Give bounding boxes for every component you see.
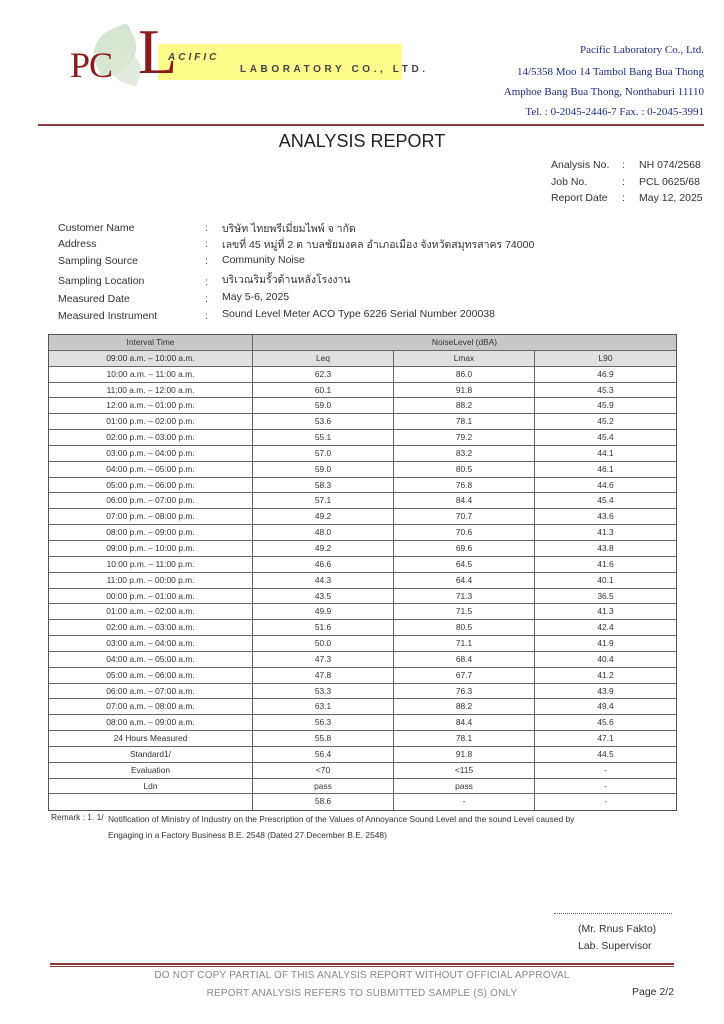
info-label: Measured Instrument [58, 310, 158, 322]
table-row [49, 509, 676, 525]
table-row [49, 715, 676, 731]
l90-cell: 46.9 [597, 368, 614, 379]
info-label: Measured Date [58, 293, 130, 305]
report-title: ANALYSIS REPORT [278, 131, 446, 151]
l90-cell: 49.4 [597, 701, 614, 712]
logo-pc: PC [70, 45, 113, 85]
interval-cell: 01:00 p.m. – 02:00 p.m. [49, 414, 253, 429]
subheader-l90: L90 [535, 351, 676, 366]
leq-cell: 48.0 [253, 525, 394, 540]
table-row [49, 636, 676, 652]
table-row [49, 699, 676, 715]
table-row [49, 493, 676, 509]
interval-cell: 00:00 p.m. – 01:00 a.m. [49, 589, 253, 604]
leq-cell: 62.3 [253, 367, 394, 382]
table-row [49, 446, 676, 462]
table-row [49, 478, 676, 494]
interval-cell: 01:00 a.m. – 02:00 a.m. [49, 604, 253, 619]
info-colon: : [205, 222, 208, 234]
leq-cell: 56.3 [253, 715, 394, 730]
signature-line [554, 913, 672, 914]
page-number: Page 2/2 [632, 986, 675, 998]
info-value: บริเวณริมรั้วด้านหลังโรงงาน [222, 274, 351, 286]
table-row [49, 462, 676, 478]
l90-cell: 41.3 [597, 527, 614, 538]
noise-level-table [48, 334, 677, 811]
interval-cell: 11:00 a.m. – 12:00 a.m. [49, 383, 253, 398]
leq-cell: 53.3 [253, 684, 394, 699]
header-divider [38, 124, 704, 126]
signer-name: (Mr. Rnus Fakto) [578, 923, 657, 935]
meta-colon: : [622, 159, 625, 171]
header-interval-time: Interval Time [49, 335, 253, 350]
l90-cell: 45.4 [597, 495, 614, 506]
footer-divider [50, 963, 674, 967]
interval-cell: Ldn [49, 779, 253, 794]
leq-cell: 50.0 [253, 636, 394, 651]
meta-value: NH 074/2568 [639, 159, 701, 171]
l90-cell: - [604, 764, 607, 775]
leq-cell: pass [253, 779, 394, 794]
lmax-cell: 88.2 [394, 398, 535, 413]
interval-cell: 04:00 p.m. – 05:00 p.m. [49, 462, 253, 477]
table-row [49, 763, 676, 779]
lmax-cell: 64.4 [394, 573, 535, 588]
l90-cell: 43.9 [597, 685, 614, 696]
table-row [49, 652, 676, 668]
l90-cell: 40.1 [597, 574, 614, 585]
l90-cell: 36.5 [597, 590, 614, 601]
interval-cell: 03:00 a.m. – 04:00 a.m. [49, 636, 253, 651]
l90-cell: 43.8 [597, 542, 614, 553]
leq-cell: 59.0 [253, 398, 394, 413]
l90-cell: - [604, 780, 607, 791]
interval-cell: 07:00 a.m. – 08:00 a.m. [49, 699, 253, 714]
interval-cell: 03:00 p.m. – 04:00 p.m. [49, 446, 253, 461]
remark-line-1: Notification of Ministry of Industry on the Prescription of the Values of Annoyance Sound Level and the sound Level caused by [108, 814, 575, 824]
l90-cell: 42.4 [597, 622, 614, 633]
info-label: Sampling Source [58, 255, 138, 267]
l90-cell: 46.1 [597, 463, 614, 474]
company-address-2: Amphoe Bang Bua Thong, Nonthaburi 11110 [503, 86, 704, 98]
interval-cell: 09:00 p.m. – 10:00 p.m. [49, 541, 253, 556]
company-tel-fax: Tel. : 0-2045-2446-7 Fax. : 0-2045-3991 [525, 106, 704, 118]
table-row [49, 779, 676, 795]
l90-cell: 41.9 [597, 638, 614, 649]
l90-cell: 45.4 [597, 432, 614, 443]
l90-cell: 45.9 [597, 400, 614, 411]
interval-cell: 08:00 a.m. – 09:00 a.m. [49, 715, 253, 730]
meta-colon: : [622, 192, 625, 204]
interval-cell: 24 Hours Measured [49, 731, 253, 746]
table-row [49, 557, 676, 573]
remark-line-2: Engaging in a Factory Business B.E. 2548 (Dated 27 December B.E. 2548) [108, 830, 387, 840]
header-noise-level: NoiseLevel (dBA) [253, 335, 676, 350]
l90-cell: 43.6 [597, 511, 614, 522]
info-colon: : [205, 293, 208, 305]
logo-l: L [138, 16, 178, 87]
info-colon: : [205, 276, 208, 288]
leq-cell: 63.1 [253, 699, 394, 714]
info-colon: : [205, 310, 208, 322]
lmax-cell: 78.1 [394, 414, 535, 429]
interval-cell: 02:00 p.m. – 03:00 p.m. [49, 430, 253, 445]
interval-cell: 06:00 p.m. – 07:00 p.m. [49, 493, 253, 508]
lmax-cell: 80.5 [394, 620, 535, 635]
leq-cell: 58.3 [253, 478, 394, 493]
info-label: Sampling Location [58, 275, 145, 287]
leq-cell: 60.1 [253, 383, 394, 398]
table-row [49, 794, 676, 810]
interval-cell: 10:00 p.m. – 11:00 p.m. [49, 557, 253, 572]
l90-cell: 44.5 [597, 748, 614, 759]
interval-cell: Evaluation [49, 763, 253, 778]
lmax-cell: 68.4 [394, 652, 535, 667]
table-row [49, 367, 676, 383]
lmax-cell: 84.4 [394, 715, 535, 730]
lmax-cell: 88.2 [394, 699, 535, 714]
leq-cell: 46.6 [253, 557, 394, 572]
meta-value: PCL 0625/68 [639, 176, 700, 188]
footer-copy-notice: DO NOT COPY PARTIAL OF THIS ANALYSIS REPORT WITHOUT OFFICIAL APPROVAL [154, 970, 570, 981]
table-row [49, 541, 676, 557]
lmax-cell: 71.1 [394, 636, 535, 651]
logo-pacific-text: ACIFIC [168, 52, 220, 63]
lmax-cell: 80.5 [394, 462, 535, 477]
lmax-cell: 64.5 [394, 557, 535, 572]
table-row [49, 589, 676, 605]
interval-cell: 10:00 a.m. – 11:00 a.m. [49, 367, 253, 382]
interval-cell [49, 794, 253, 810]
info-value: บริษัท ไทยพรีเมี่ยมไพพ์ จ ากัด [222, 223, 356, 235]
remark-label: Remark : 1. 1/ [51, 812, 104, 822]
table-row [49, 620, 676, 636]
interval-cell: Standard1/ [49, 747, 253, 762]
table-subheader-row [49, 351, 676, 367]
table-row [49, 604, 676, 620]
lmax-cell: 71.5 [394, 604, 535, 619]
interval-cell: 06:00 a.m. – 07:00 a.m. [49, 684, 253, 699]
l90-cell: 41.2 [597, 669, 614, 680]
interval-cell: 11:00 p.m. – 00:00 p.m. [49, 573, 253, 588]
lmax-cell: 79.2 [394, 430, 535, 445]
info-colon: : [205, 238, 208, 250]
l90-cell: 47.1 [597, 733, 614, 744]
leq-cell: 49.2 [253, 541, 394, 556]
leq-cell: 59.0 [253, 462, 394, 477]
lmax-cell: 83.2 [394, 446, 535, 461]
leq-cell: 56.4 [253, 747, 394, 762]
interval-cell: 08:00 p.m. – 09:00 p.m. [49, 525, 253, 540]
table-row [49, 430, 676, 446]
lmax-cell: - [394, 794, 535, 810]
info-value: Community Noise [222, 254, 305, 266]
leq-cell: 47.3 [253, 652, 394, 667]
signer-title: Lab. Supervisor [578, 940, 652, 952]
l90-cell: 44.6 [597, 479, 614, 490]
subheader-first-interval: 09:00 a.m. – 10:00 a.m. [49, 351, 253, 366]
meta-label: Job No. [551, 176, 588, 188]
info-value: เลขที่ 45 หมู่ที่ 2 ต าบลชัยมงคล อำเภอเมือง จังหวัดสมุทรสาคร 74000 [222, 239, 535, 251]
table-row [49, 525, 676, 541]
lmax-cell: 84.4 [394, 493, 535, 508]
leq-cell: 43.5 [253, 589, 394, 604]
table-row [49, 668, 676, 684]
interval-cell: 07:00 p.m. – 08:00 p.m. [49, 509, 253, 524]
meta-label: Report Date [551, 192, 608, 204]
leq-cell: 55.8 [253, 731, 394, 746]
leq-cell: 51.6 [253, 620, 394, 635]
lmax-cell: 76.8 [394, 478, 535, 493]
meta-colon: : [622, 176, 625, 188]
interval-cell: 04:00 a.m. – 05:00 a.m. [49, 652, 253, 667]
table-row [49, 731, 676, 747]
leq-cell: 53.6 [253, 414, 394, 429]
info-value: Sound Level Meter ACO Type 6226 Serial Number 200038 [222, 308, 495, 320]
l90-cell: 41.6 [597, 558, 614, 569]
table-row [49, 383, 676, 399]
lmax-cell: 91.8 [394, 747, 535, 762]
subheader-leq: Leq [253, 351, 394, 366]
leq-cell: <70 [253, 763, 394, 778]
leq-cell: 57.0 [253, 446, 394, 461]
leq-cell: 47.8 [253, 668, 394, 683]
l90-cell: 45.3 [597, 384, 614, 395]
info-label: Customer Name [58, 222, 135, 234]
table-row [49, 414, 676, 430]
leq-cell: 57.1 [253, 493, 394, 508]
l90-cell: 40.4 [597, 653, 614, 664]
interval-cell: 05:00 a.m. – 06:00 a.m. [49, 668, 253, 683]
l90-cell: 44.1 [597, 447, 614, 458]
lmax-cell: pass [394, 779, 535, 794]
leq-cell: 49.2 [253, 509, 394, 524]
lmax-cell: 76.3 [394, 684, 535, 699]
l90-cell: 45.2 [597, 416, 614, 427]
l90-cell: 41.3 [597, 606, 614, 617]
leq-cell: 44.3 [253, 573, 394, 588]
l90-cell: 45.6 [597, 717, 614, 728]
table-row [49, 747, 676, 763]
table-row [49, 684, 676, 700]
company-address-1: 14/5358 Moo 14 Tambol Bang Bua Thong [516, 66, 704, 78]
table-row [49, 573, 676, 589]
lmax-cell: 86.0 [394, 367, 535, 382]
footer-sample-notice: REPORT ANALYSIS REFERS TO SUBMITTED SAMPLE (S) ONLY [206, 988, 518, 999]
leq-cell: 55.1 [253, 430, 394, 445]
lmax-cell: 91.8 [394, 383, 535, 398]
table-header-row [49, 335, 676, 351]
info-colon: : [205, 255, 208, 267]
company-name: Pacific Laboratory Co., Ltd. [579, 44, 704, 56]
info-label: Address [58, 238, 97, 250]
logo-laboratory-text: LABORATORY CO., LTD. [240, 64, 429, 75]
meta-value: May 12, 2025 [639, 192, 703, 204]
lmax-cell: <115 [394, 763, 535, 778]
leq-cell: 58.6 [253, 794, 394, 810]
interval-cell: 02:00 a.m. – 03:00 a.m. [49, 620, 253, 635]
leq-cell: 49.9 [253, 604, 394, 619]
lmax-cell: 70.6 [394, 525, 535, 540]
interval-cell: 05:00 p.m. – 06:00 p.m. [49, 478, 253, 493]
interval-cell: 12:00 a.m. – 01:00 p.m. [49, 398, 253, 413]
meta-label: Analysis No. [551, 159, 610, 171]
lmax-cell: 67.7 [394, 668, 535, 683]
info-value: May 5-6, 2025 [222, 291, 290, 303]
subheader-lmax: Lmax [394, 351, 535, 366]
lmax-cell: 69.6 [394, 541, 535, 556]
lmax-cell: 70.7 [394, 509, 535, 524]
lmax-cell: 78.1 [394, 731, 535, 746]
l90-cell: - [604, 796, 607, 807]
lmax-cell: 71.3 [394, 589, 535, 604]
table-row [49, 398, 676, 414]
